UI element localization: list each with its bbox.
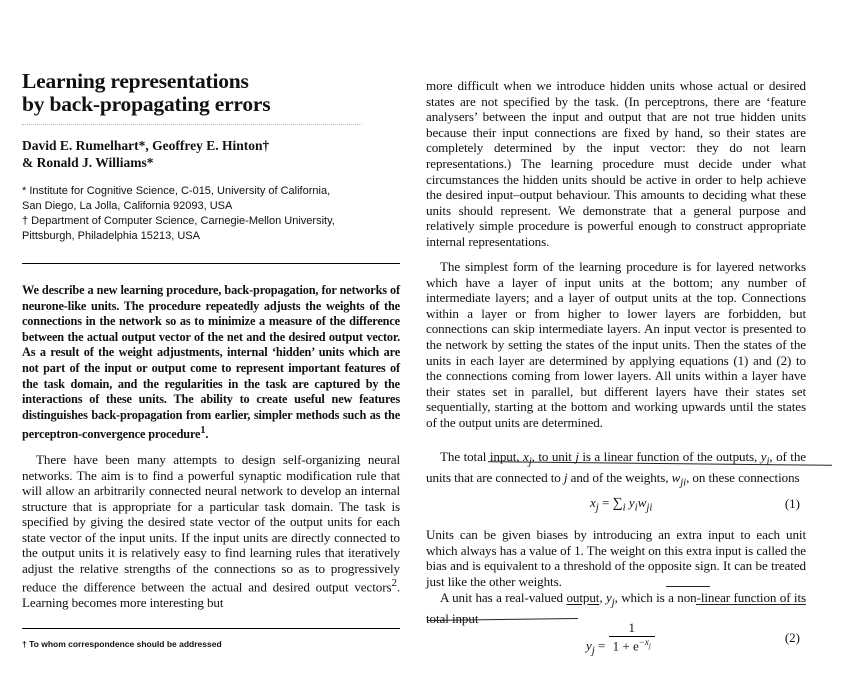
affiliation-line: San Diego, La Jolla, California 92093, USA	[22, 200, 233, 212]
eq-sign: =	[598, 495, 613, 510]
intro-paragraph	[22, 452, 400, 610]
affiliation-line: * Institute for Cognitive Science, C-015, University of California,	[22, 185, 331, 197]
text: , which is a non-linear function of its total input	[426, 590, 806, 627]
equation-1	[426, 492, 806, 522]
eq-term: y	[625, 495, 635, 510]
header-rule	[22, 263, 400, 264]
footnote: † To whom correspondence should be addressed	[22, 639, 222, 649]
var-sub: i	[766, 455, 770, 468]
text: , of the units that are connected to	[426, 449, 806, 486]
underlined-term: output	[566, 590, 600, 605]
exp-text: −x	[638, 637, 649, 647]
affiliation-line: Pittsburgh, Philadelphia 15213, USA	[22, 230, 200, 242]
var-j: j	[575, 449, 579, 464]
paragraph-layered-networks: The simplest form of the learning procedure is for layered networks which have a layer of input units at the bottom; any number of intermediate layers; and a layer of output units at the top. Connections within a layer or from higher to lower layers are forbidden, but connections can skip intermediate layers. An input vector is presented to the network by setting the states of the input units. Then the states of the units in each layer are determined by applying equations (1) and (2) to the connections coming from lower layers. All units within a layer have their states set in parallel, but different layers have their states set sequentially, starting at the bottom and working upwards until the states of the output units are determined.	[426, 259, 806, 430]
var-w: w	[671, 470, 681, 486]
eq-term: w	[637, 495, 647, 510]
text: , to unit	[531, 449, 576, 464]
eq-sub: j	[591, 644, 595, 657]
paragraph-biases: Units can be given biases by introducing an extra input to each unit which always has a value of 1. The weight on this extra input is called the bias and is equivalent to a threshold of the opposite sign. It can be treated just like the other weights.	[426, 527, 806, 589]
exponent	[638, 637, 651, 650]
paper-title	[22, 70, 392, 116]
eq-sub: i	[634, 501, 638, 514]
var-sub: ji	[680, 476, 687, 489]
eq-sub: j	[595, 501, 599, 514]
title-line-2: by back-propagating errors	[22, 92, 271, 116]
footnote-rule	[22, 628, 400, 629]
intro-end: . Learning becomes more interesting but	[22, 579, 400, 610]
text: A unit has a real-valued	[440, 590, 567, 605]
text: is a linear function of the outputs,	[578, 449, 761, 464]
equation-1-expression	[590, 495, 652, 514]
fraction	[609, 620, 655, 654]
reference-mark: 1	[200, 425, 206, 437]
equation-2-expression	[586, 620, 655, 657]
equation-number: (2)	[784, 630, 800, 645]
eq-term: y	[586, 638, 592, 654]
var-sub: j	[611, 596, 615, 609]
text: The total input,	[440, 449, 523, 464]
eq-lhs	[586, 638, 609, 657]
equation-number: (1)	[784, 496, 800, 511]
var-j: j	[563, 470, 568, 486]
eq-sign: =	[594, 638, 609, 654]
eq-sub: ji	[646, 501, 653, 514]
text: , on these connections	[686, 470, 800, 486]
title-line-1: Learning representations	[22, 69, 249, 93]
abstract-end: .	[205, 427, 209, 442]
authors-line-1: David E. Rumelhart*, Geoffrey E. Hinton†	[22, 138, 270, 153]
affiliations	[22, 184, 402, 244]
paragraph-total-input	[426, 449, 806, 491]
authors-line-2: & Ronald J. Williams*	[22, 155, 154, 170]
var-x: x	[522, 449, 529, 464]
abstract	[22, 283, 400, 443]
paragraph-hidden-units: more difficult when we introduce hidden units whose actual or desired states are not specified by the task. (In perceptrons, there are ‘feature analysers’ between the input and output that are not true hidden units because their input connections are fixed by hand, so their states are completely determined by the input vector: they do not learn representations.) The learning procedure must decide under what circumstances the hidden units should be active in order to help achieve the desired input–output behaviour. This amounts to deciding what these units should represent. We demonstrate that a general purpose and relatively simple procedure is powerful enough to construct appropriate internal representations.	[426, 78, 806, 249]
numerator: 1	[609, 620, 655, 637]
var-y: y	[605, 590, 612, 605]
handwritten-underline	[666, 586, 710, 587]
var-y: y	[760, 449, 767, 464]
denominator	[609, 637, 655, 654]
text: and of the weights,	[567, 470, 672, 486]
reference-mark: 2	[391, 577, 397, 589]
equation-2	[426, 620, 806, 657]
eq-term: x	[590, 495, 596, 510]
faint-rule	[22, 124, 362, 126]
sum-symbol: ∑	[612, 496, 623, 511]
abstract-text: We describe a new learning procedure, back-propagation, for networks of neurone-like units. The procedure repeatedly adjusts the weights of the connections in the network so as to minimize a measure of the difference between the actual output vector of the net and the desired output vector. As a result of the weight adjustments, internal ‘hidden’ units which are not part of the input or output come to represent important features of the task domain, and the regularities in the task are captured by the interactions of these units. The ability to create useful new features distinguishes back-propagation from earlier, simpler methods such as the perceptron-convergence procedure	[22, 283, 400, 442]
intro-text: There have been many attempts to design self-organizing neural networks. The aim is to find a powerful synaptic modification rule that will allow an arbitrarily connected neural network to develop an internal structure that is appropriate for a particular task domain. The task is specified by giving the desired state vector of the output units for each state vector of the input units. If the input units are directly connected to the output units it is relatively easy to find learning rules that iteratively adjust the relative strengths of the connections so as to progressively reduce the difference between the actual and desired output vectors	[22, 452, 400, 595]
exp-sub: j	[648, 641, 651, 650]
authors	[22, 137, 402, 171]
var-sub: j	[528, 455, 532, 468]
eq-sub: i	[622, 501, 626, 514]
handwritten-underline	[696, 604, 806, 605]
affiliation-line: † Department of Computer Science, Carnegie-Mellon University,	[22, 215, 335, 227]
text: ,	[599, 590, 606, 605]
denom-base: 1 + e	[612, 638, 639, 654]
